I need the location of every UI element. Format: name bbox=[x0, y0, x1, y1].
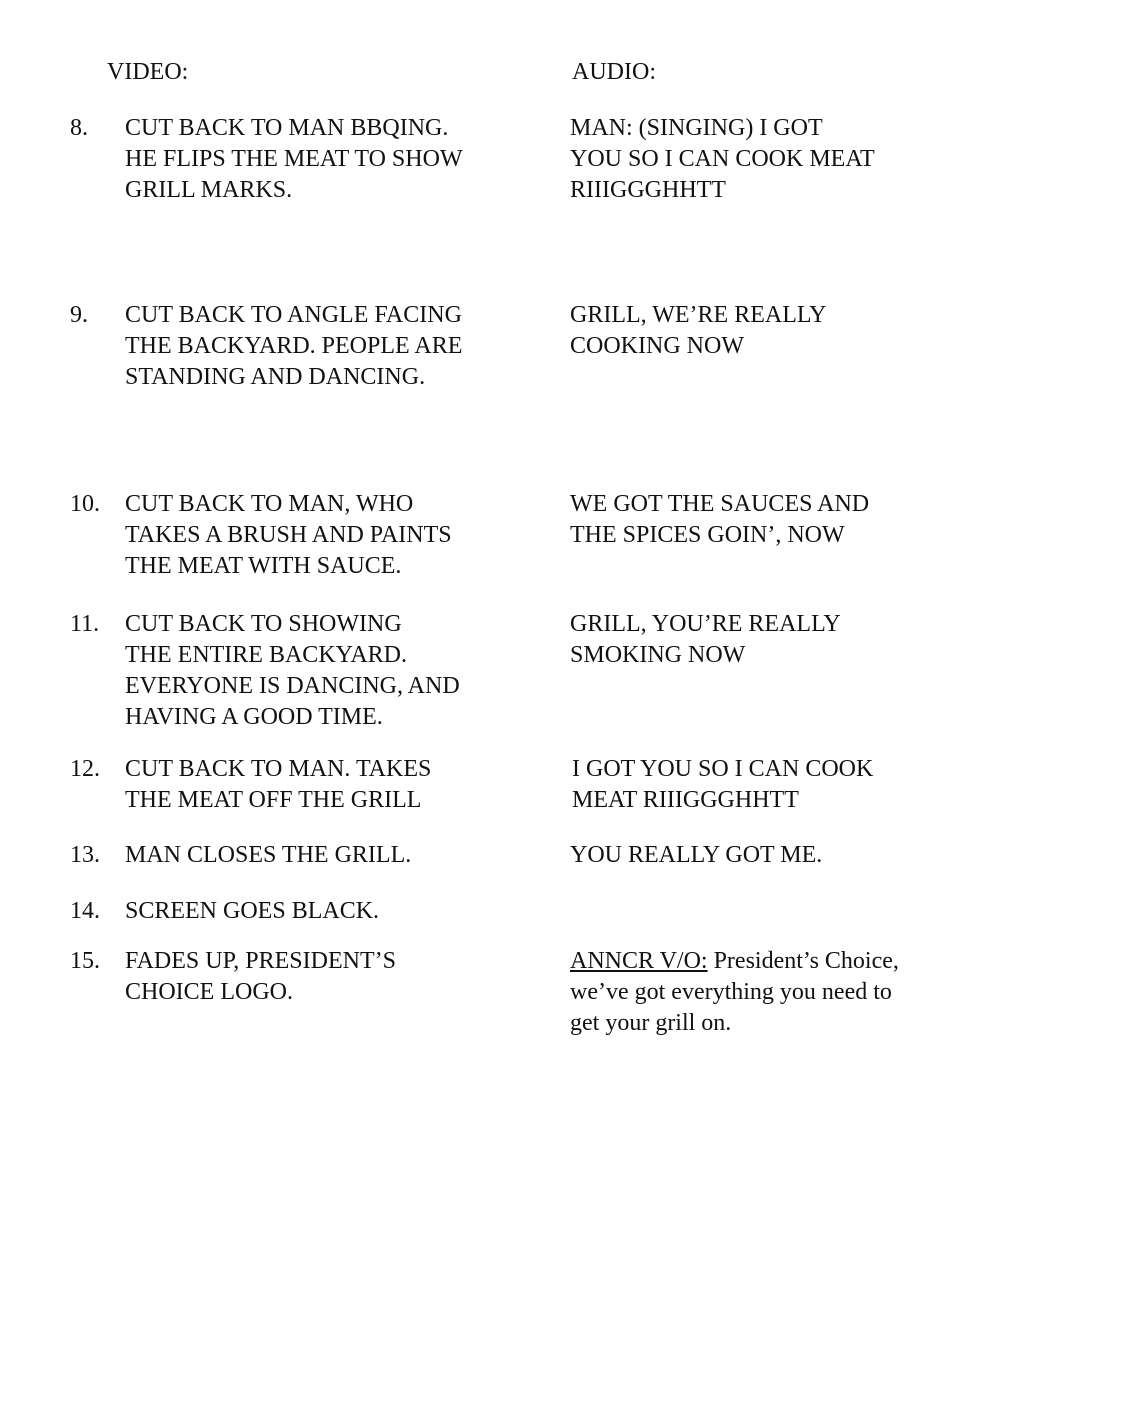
shot-number: 13. bbox=[70, 842, 100, 868]
video-description bbox=[125, 300, 462, 393]
video-description bbox=[125, 896, 379, 927]
audio-line: get your grill on. bbox=[570, 1010, 732, 1036]
shot-number: 11. bbox=[70, 611, 100, 637]
audio-line: COOKING NOW bbox=[570, 333, 744, 359]
audio-line: MEAT RIIIGGGHHTT bbox=[572, 787, 799, 813]
audio-line: I GOT YOU SO I CAN COOK bbox=[572, 756, 874, 782]
video-line: HE FLIPS THE MEAT TO SHOW bbox=[125, 146, 463, 172]
audio-line: RIIIGGGHHTT bbox=[570, 177, 726, 203]
shot-number: 14. bbox=[70, 898, 100, 924]
video-description bbox=[125, 609, 460, 733]
audio-line: WE GOT THE SAUCES AND bbox=[570, 491, 870, 517]
shot-number: 15. bbox=[70, 948, 100, 974]
announcer-text: President’s Choice, bbox=[707, 948, 899, 974]
video-line: CUT BACK TO ANGLE FACING bbox=[125, 302, 462, 328]
audio-column-header: AUDIO: bbox=[572, 59, 656, 85]
announcer-label: ANNCR V/O: bbox=[570, 948, 708, 974]
video-line: FADES UP, PRESIDENT’S bbox=[125, 948, 396, 974]
video-line: THE ENTIRE BACKYARD. bbox=[125, 642, 407, 668]
shot-number: 10. bbox=[70, 491, 100, 517]
video-line: THE MEAT WITH SAUCE. bbox=[125, 553, 402, 579]
audio-line: YOU SO I CAN COOK MEAT bbox=[570, 146, 875, 172]
audio-line: GRILL, YOU’RE REALLY bbox=[570, 611, 841, 637]
audio-line: we’ve got everything you need to bbox=[570, 979, 892, 1005]
video-description bbox=[125, 946, 396, 1008]
audio-description bbox=[570, 946, 899, 1039]
video-line: GRILL MARKS. bbox=[125, 177, 293, 203]
video-line: TAKES A BRUSH AND PAINTS bbox=[125, 522, 452, 548]
video-line: HAVING A GOOD TIME. bbox=[125, 704, 383, 730]
video-line: STANDING AND DANCING. bbox=[125, 364, 426, 390]
video-line: CUT BACK TO MAN. TAKES bbox=[125, 756, 432, 782]
shot-number: 8. bbox=[70, 115, 88, 141]
video-line: THE MEAT OFF THE GRILL bbox=[125, 787, 422, 813]
audio-description bbox=[570, 609, 841, 671]
audio-line: GRILL, WE’RE REALLY bbox=[570, 302, 827, 328]
audio-line: SMOKING NOW bbox=[570, 642, 746, 668]
video-line: CUT BACK TO MAN BBQING. bbox=[125, 115, 449, 141]
video-description bbox=[125, 754, 431, 816]
audio-line bbox=[570, 946, 899, 977]
audio-description bbox=[570, 840, 822, 871]
audio-description bbox=[570, 113, 875, 206]
video-description bbox=[125, 489, 452, 582]
video-line: CHOICE LOGO. bbox=[125, 979, 293, 1005]
video-line: EVERYONE IS DANCING, AND bbox=[125, 673, 460, 699]
shot-number: 12. bbox=[70, 756, 100, 782]
video-line: THE BACKYARD. PEOPLE ARE bbox=[125, 333, 463, 359]
audio-line: THE SPICES GOIN’, NOW bbox=[570, 522, 845, 548]
audio-description bbox=[570, 300, 826, 362]
audio-description bbox=[570, 489, 869, 551]
video-line: CUT BACK TO MAN, WHO bbox=[125, 491, 414, 517]
audio-description bbox=[572, 754, 873, 816]
shot-number: 9. bbox=[70, 302, 88, 328]
audio-line: MAN: (SINGING) I GOT bbox=[570, 115, 823, 141]
audio-line: YOU REALLY GOT ME. bbox=[570, 842, 823, 868]
video-description bbox=[125, 113, 463, 206]
video-description bbox=[125, 840, 411, 871]
video-line: CUT BACK TO SHOWING bbox=[125, 611, 402, 637]
video-column-header: VIDEO: bbox=[107, 59, 189, 85]
video-line: SCREEN GOES BLACK. bbox=[125, 898, 380, 924]
video-line: MAN CLOSES THE GRILL. bbox=[125, 842, 412, 868]
